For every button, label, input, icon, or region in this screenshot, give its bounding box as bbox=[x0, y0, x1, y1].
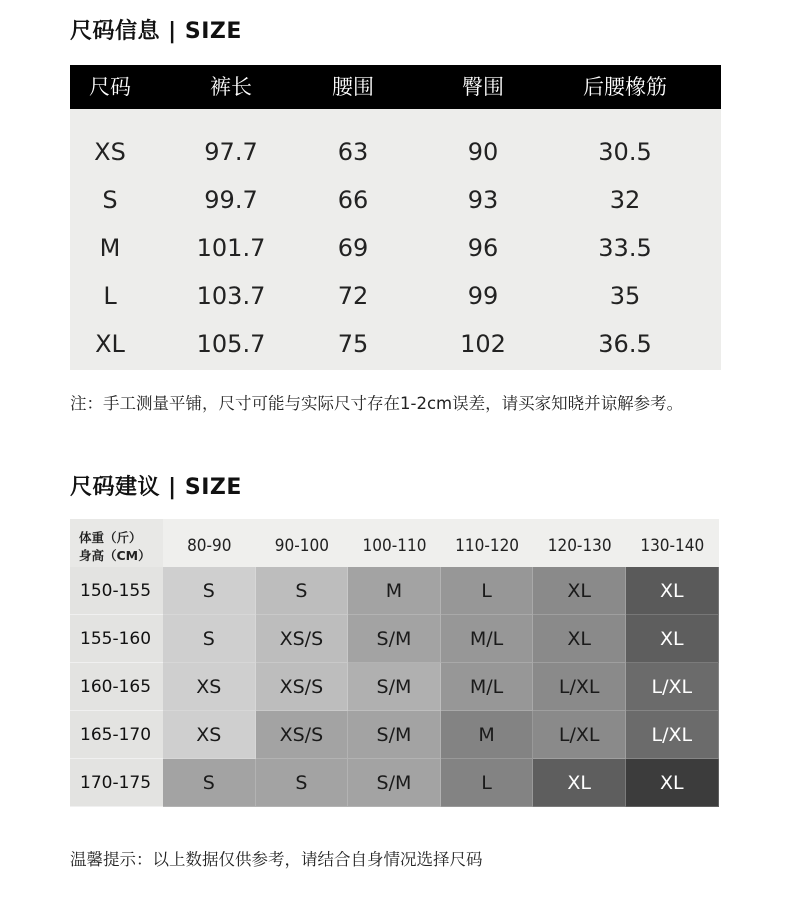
recommended-size-cell: S/M bbox=[348, 615, 441, 663]
header-waist: 腰围 bbox=[332, 75, 374, 99]
weight-header: 120-130 bbox=[533, 519, 626, 567]
height-label: 170-175 bbox=[70, 759, 163, 807]
header-waistband: 后腰橡筋 bbox=[583, 75, 667, 99]
recommended-size-cell: L bbox=[441, 759, 534, 807]
hip-cell: 93 bbox=[467, 186, 499, 214]
recommended-size-cell: S bbox=[256, 567, 349, 615]
header-size: 尺码 bbox=[89, 75, 131, 99]
recommended-size-cell: L/XL bbox=[533, 663, 626, 711]
recommended-size-cell: S/M bbox=[348, 711, 441, 759]
recommended-size-cell: S bbox=[163, 759, 256, 807]
recommended-size-cell: L/XL bbox=[533, 711, 626, 759]
weight-axis-label: 体重（斤） bbox=[79, 530, 142, 545]
size-cell: XS bbox=[94, 138, 126, 166]
length-cell: 97.7 bbox=[204, 138, 258, 166]
table-row bbox=[70, 272, 721, 320]
hip-cell: 102 bbox=[460, 330, 506, 358]
table-row bbox=[70, 176, 721, 224]
size-info-title: 尺码信息 | SIZE bbox=[70, 19, 242, 44]
recommended-size-cell: S bbox=[256, 759, 349, 807]
header-hip: 臀围 bbox=[462, 75, 504, 99]
weight-header: 100-110 bbox=[348, 519, 441, 567]
waistband-cell: 33.5 bbox=[598, 234, 652, 262]
waist-cell: 69 bbox=[337, 234, 369, 262]
weight-header: 110-120 bbox=[441, 519, 534, 567]
waistband-cell: 36.5 bbox=[598, 330, 652, 358]
recommended-size-cell: XS/S bbox=[256, 663, 349, 711]
waist-cell: 72 bbox=[337, 282, 369, 310]
recommended-size-cell: M bbox=[348, 567, 441, 615]
recommended-size-cell: L bbox=[441, 567, 534, 615]
length-cell: 99.7 bbox=[204, 186, 258, 214]
recommended-size-cell: XL bbox=[626, 759, 719, 807]
hip-cell: 90 bbox=[467, 138, 499, 166]
recommended-size-cell: XL bbox=[626, 615, 719, 663]
waistband-cell: 32 bbox=[609, 186, 641, 214]
table-row bbox=[70, 320, 721, 368]
tip-note: 温馨提示：以上数据仅供参考，请结合自身情况选择尺码 bbox=[70, 850, 483, 869]
recommended-size-cell: S/M bbox=[348, 663, 441, 711]
recommended-size-cell: XS/S bbox=[256, 615, 349, 663]
size-recommend-title: 尺码建议 | SIZE bbox=[70, 475, 242, 500]
recommended-size-cell: S bbox=[163, 567, 256, 615]
length-cell: 105.7 bbox=[196, 330, 266, 358]
height-axis-label: 身高（CM） bbox=[79, 548, 151, 563]
waist-cell: 63 bbox=[337, 138, 369, 166]
waistband-cell: 35 bbox=[609, 282, 641, 310]
recommended-size-cell: XS bbox=[163, 711, 256, 759]
length-cell: 103.7 bbox=[196, 282, 266, 310]
size-recommend-table bbox=[70, 519, 719, 811]
size-info-table bbox=[70, 109, 721, 370]
recommended-size-cell: M bbox=[441, 711, 534, 759]
size-cell: S bbox=[102, 186, 118, 214]
corner-header bbox=[70, 519, 163, 567]
hip-cell: 96 bbox=[467, 234, 499, 262]
size-cell: M bbox=[99, 234, 121, 262]
recommended-size-cell: M/L bbox=[441, 663, 534, 711]
recommended-size-cell: M/L bbox=[441, 615, 534, 663]
size-info-header bbox=[70, 65, 721, 109]
recommended-size-cell: XL bbox=[626, 567, 719, 615]
height-label: 165-170 bbox=[70, 711, 163, 759]
height-label: 155-160 bbox=[70, 615, 163, 663]
height-label: 150-155 bbox=[70, 567, 163, 615]
size-cell: L bbox=[103, 282, 117, 310]
weight-header: 80-90 bbox=[163, 519, 256, 567]
weight-header: 90-100 bbox=[256, 519, 349, 567]
height-label: 160-165 bbox=[70, 663, 163, 711]
table-row bbox=[70, 128, 721, 176]
recommended-size-cell: XL bbox=[533, 759, 626, 807]
waist-cell: 75 bbox=[337, 330, 369, 358]
weight-header: 130-140 bbox=[626, 519, 719, 567]
recommended-size-cell: S/M bbox=[348, 759, 441, 807]
length-cell: 101.7 bbox=[196, 234, 266, 262]
recommended-size-cell: L/XL bbox=[626, 711, 719, 759]
recommended-size-cell: XL bbox=[533, 615, 626, 663]
recommended-size-cell: L/XL bbox=[626, 663, 719, 711]
waistband-cell: 30.5 bbox=[598, 138, 652, 166]
size-cell: XL bbox=[95, 330, 125, 358]
measurement-note: 注：手工测量平铺，尺寸可能与实际尺寸存在1-2cm误差，请买家知晓并谅解参考。 bbox=[70, 394, 684, 413]
recommended-size-cell: XS/S bbox=[256, 711, 349, 759]
recommended-size-cell: XS bbox=[163, 663, 256, 711]
recommended-size-cell: XL bbox=[533, 567, 626, 615]
hip-cell: 99 bbox=[467, 282, 499, 310]
header-length: 裤长 bbox=[210, 75, 252, 99]
table-row bbox=[70, 224, 721, 272]
waist-cell: 66 bbox=[337, 186, 369, 214]
recommended-size-cell: S bbox=[163, 615, 256, 663]
